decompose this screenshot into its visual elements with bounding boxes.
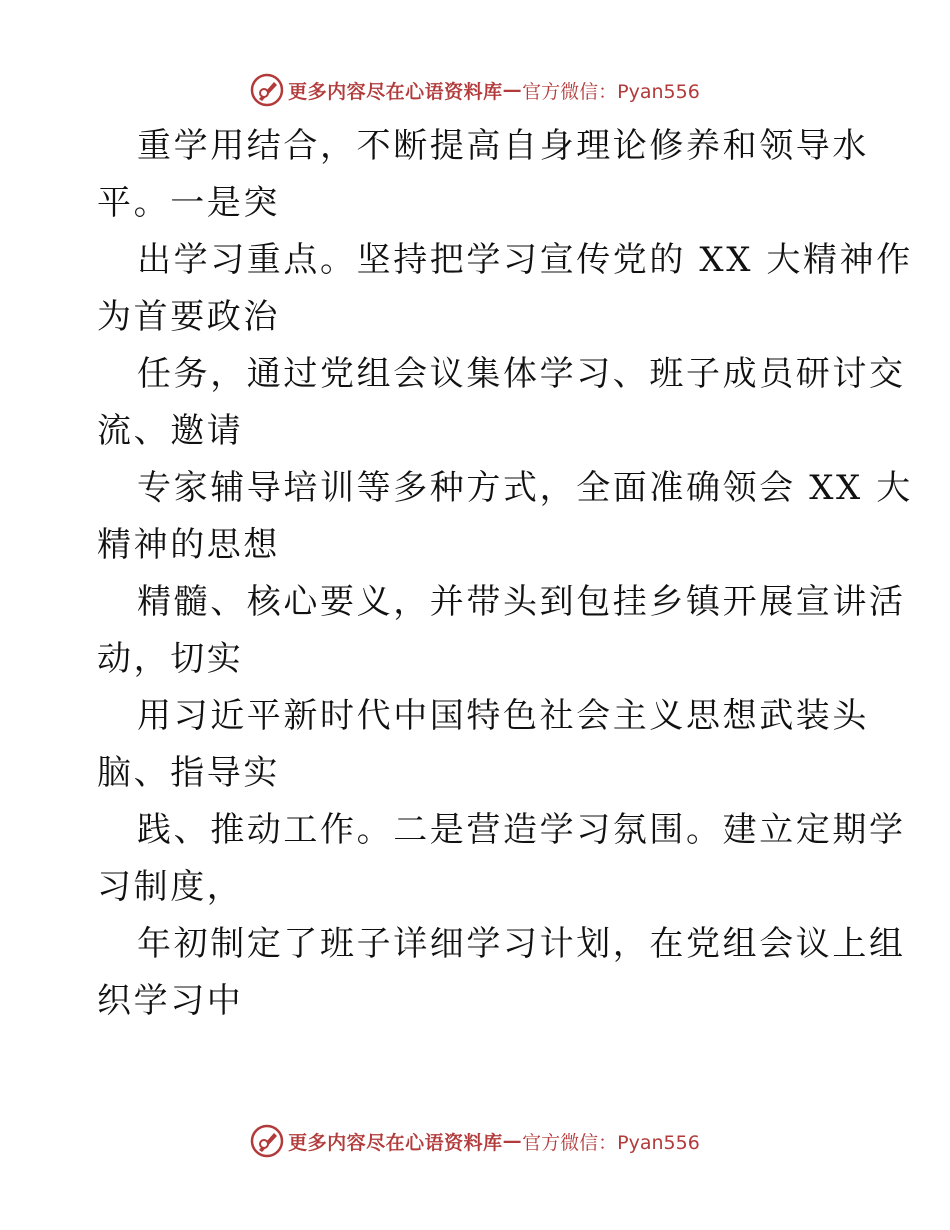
header-brand-text: 更多内容尽在心语资料库 xyxy=(288,80,503,103)
text-line: 脑、指导实 xyxy=(97,753,280,793)
text-line: 出学习重点。坚持把学习宣传党的 XX 大精神作 xyxy=(137,240,913,280)
quill-logo-icon xyxy=(250,73,284,107)
text-line: 精髓、核心要义，并带头到包挂乡镇开展宣讲活 xyxy=(137,582,906,622)
text-line: 平。一是突 xyxy=(97,183,280,223)
text-line: 流、邀请 xyxy=(97,411,244,451)
text-line: 用习近平新时代中国特色社会主义思想武装头 xyxy=(137,696,869,736)
header-separator: — xyxy=(502,79,523,101)
text-line: 精神的思想 xyxy=(97,525,280,565)
footer-watermark xyxy=(0,1121,950,1161)
footer-brand-text: 更多内容尽在心语资料库 xyxy=(288,1131,503,1154)
text-line: 专家辅导培训等多种方式，全面准确领会 XX 大 xyxy=(137,468,913,508)
text-line: 年初制定了班子详细学习计划，在党组会议上组 xyxy=(137,924,906,964)
text-line: 重学用结合，不断提高自身理论修养和领导水 xyxy=(137,126,869,166)
quill-logo-icon xyxy=(250,1124,284,1158)
footer-separator: — xyxy=(502,1130,523,1152)
text-line: 织学习中 xyxy=(97,981,244,1021)
text-line: 习制度， xyxy=(97,867,244,907)
text-line: 任务，通过党组会议集体学习、班子成员研讨交 xyxy=(137,354,906,394)
header-wechat-text: 官方微信：Pyan556 xyxy=(522,80,700,103)
text-line: 践、推动工作。二是营造学习氛围。建立定期学 xyxy=(137,810,906,850)
header-watermark xyxy=(0,70,950,110)
text-line: 为首要政治 xyxy=(97,297,280,337)
document-body xyxy=(97,118,913,1030)
text-line: 动，切实 xyxy=(97,639,244,679)
footer-wechat-text: 官方微信：Pyan556 xyxy=(522,1131,700,1154)
